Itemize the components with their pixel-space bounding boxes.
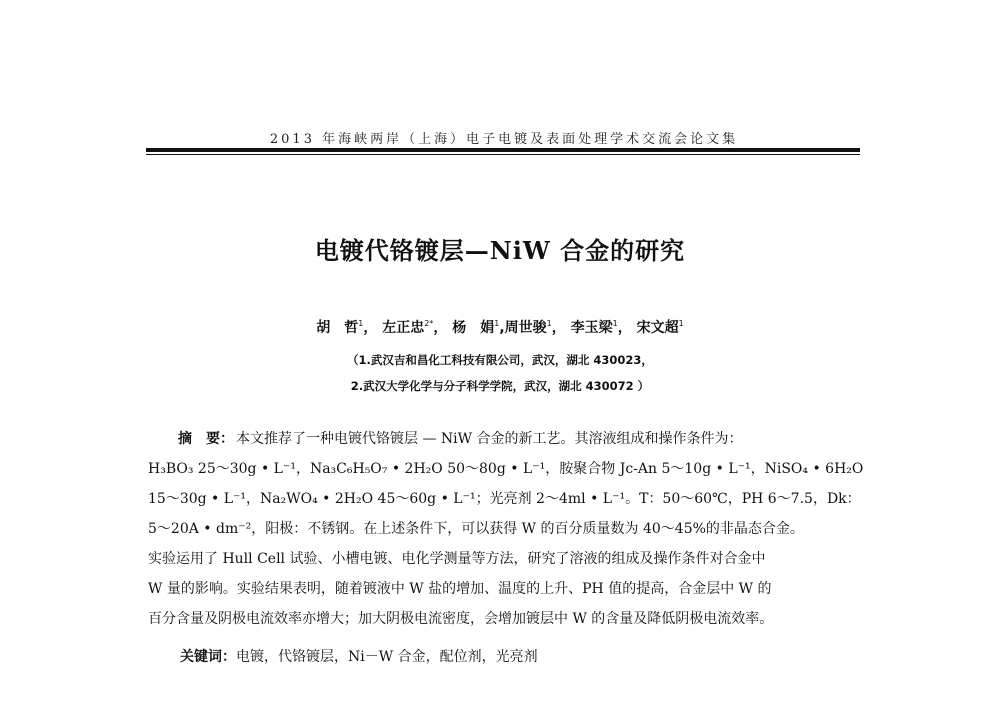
author-name: 李玉梁 [570, 320, 613, 336]
affiliation-2: 2.武汉大学化学与分子科学学院，武汉，湖北 430072 ） [350, 379, 650, 393]
keywords [180, 646, 538, 666]
abstract-line-text: 百分含量及阴极电流效率亦增大；加大阴极电流密度，会增加镀层中 W 的含量及降低阴极电流效率。 [148, 611, 774, 627]
author-name: 杨 娟 [452, 320, 495, 336]
affiliation-1: （1.武汉吉和昌化工科技有限公司，武汉，湖北 430023， [347, 353, 653, 367]
author-list: 胡 哲$^1$， 左正忠$^{2*}$， 杨 娟$^1$,周世骏$^1$， 李玉梁$^1$， 宋文超$^1$ [316, 319, 684, 336]
abstract-line [148, 454, 864, 484]
author-name: 周世骏 [504, 320, 547, 336]
author-name: 左正忠 [382, 320, 425, 336]
abstract-line [148, 514, 860, 544]
abstract [148, 424, 864, 634]
author-affiliation-mark: 1 [546, 319, 552, 328]
author-affiliation-mark: 1 [358, 319, 364, 328]
author-name: 宋文超 [636, 320, 679, 336]
abstract-line [148, 424, 860, 454]
author-affiliation-mark: 1 [494, 319, 500, 328]
author-affiliation-mark: 2* [424, 319, 434, 328]
keywords-label: 关键词： [180, 649, 236, 665]
abstract-line [148, 484, 860, 514]
abstract-line-text: 实验运用了 Hull Cell 试验、小槽电镀、电化学测量等方法，研究了溶液的组成及操作条件对合金中 [148, 551, 766, 567]
author-affiliation-mark: 1 [678, 319, 684, 328]
abstract-line-text: 5～20A • dm⁻²，阳极：不锈钢。在上述条件下，可以获得 W 的百分质量数为 40～45%的非晶态合金。 [148, 521, 804, 537]
header-rule-thick [146, 148, 860, 152]
abstract-label: 摘 要： [178, 431, 234, 447]
author-name: 胡 哲 [316, 320, 359, 336]
header-rule-thin [146, 154, 860, 155]
keywords-text: 电镀，代铬镀层，Ni－W 合金，配位剂，光亮剂 [236, 649, 538, 665]
abstract-line-text: 15～30g • L⁻¹，Na₂WO₄ • 2H₂O 45～60g • L⁻¹；光亮剂 2～4ml • L⁻¹。T：50～60℃，PH 6～7.5，Dk： [148, 491, 861, 507]
abstract-line-text: W 量的影响。实验结果表明，随着镀液中 W 盐的增加、温度的上升、PH 值的提高，合金层中 W 的 [148, 581, 772, 597]
abstract-line [148, 574, 860, 604]
author-affiliation-mark: 1 [612, 319, 618, 328]
paper-title: 电镀代铬镀层—NiW 合金的研究 [314, 236, 686, 265]
abstract-line [148, 604, 860, 634]
abstract-line-text: 本文推荐了一种电镀代铬镀层 — NiW 合金的新工艺。其溶液组成和操作条件为： [236, 431, 743, 447]
running-header: 2013 年海峡两岸（上海）电子电镀及表面处理学术交流会论文集 [269, 132, 739, 147]
abstract-line-text: H₃BO₃ 25～30g • L⁻¹，Na₃C₆H₅O₇ • 2H₂O 50～80g • L⁻¹，胺聚合物 Jc-An 5～10g • L⁻¹，NiSO₄ • 6H₂O [148, 461, 864, 477]
abstract-line [148, 544, 860, 574]
